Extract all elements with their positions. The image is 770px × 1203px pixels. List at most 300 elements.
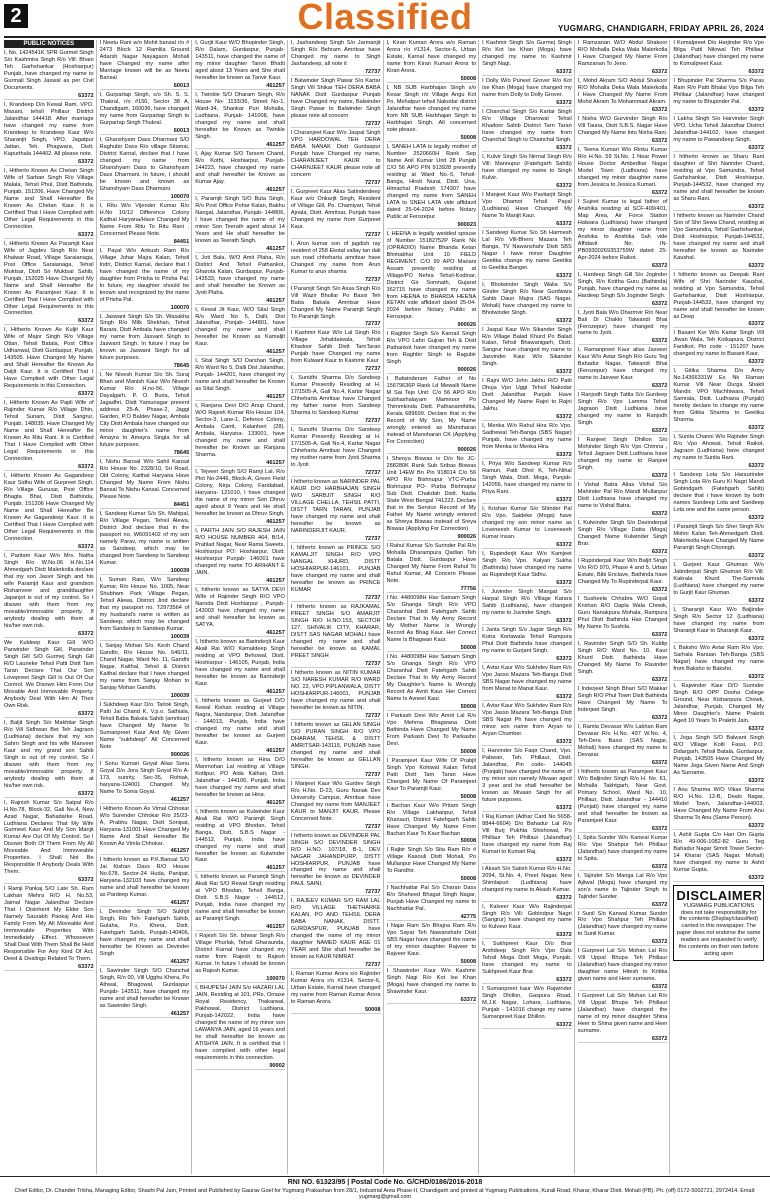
notice-text: I Paramjeet Kaur Wife Of Prabjit Singh Vpo Kohiwal Kalan Tehsil Patti Distt Tarn Taran Have Changed My Name Of Paramjeet Kaur To Paramjit Kaur. [386,757,477,792]
notice-text: I, hitherto known as Kulwinder Kaur Akali Rai W/O Paramjit Singh residing at VPO Bhodan, Tehsil Banga, Distt. S.B.S Nagar - 144512, Punjab, India have changed my name and shall hereafter be known as Kulwinder Kaur. [195,808,285,864]
notice-code: 461257 [100,797,190,804]
notice-text: I hitherto known as NITIN KUMAR S/O NARESH KUMAR R/O WARD NO. 22, VPO PIPLANWALA, DISTT HOSHIARPUR-146001, PUNJAB have changed my name and shall hereafter be known as NITIN. [290,669,381,711]
section-title: Classified [297,0,473,37]
notice-text: I, Ajay Kumar S/O Tarsem Chand, R/o Kothi, Hoshiarpur, Punjab-144223, have changed my name and shall hereafter be Known as Kumar Ajay. [195,150,285,185]
notice-code: 63372 [578,69,668,76]
notice-code: 63372 [578,549,668,556]
notice-text: I Jaspal Kaur W/o Sikander Singh R/o Village Balad Khurd Po Balad Kalan, Tehsil Bhawanigarh, Distt. Sangrur have changed my name to Jasvinder Kaur W/o Sikander Singh. [482,326,572,368]
notice-code: 461257 [195,519,285,526]
notice-text: I Chanchal Singh S/o Kartar Singh R/o Village Dharowal Tehsil Khadoor Sahib District Tarn Taran have changed my name from Chanchal Singh to Chainchal Singh. [482,108,572,143]
notice-code: 63372 [4,391,94,398]
notice-text: I Gurpreet Lal S/o Mohan Lal R/o Vill Uppal Bhupa Teh Phillaur (Jalandhar) have changed the name of my minor daughter Shina Heer to Shina given name and Heer surname. [577,993,668,1035]
disclaimer-box [673,885,764,962]
notice-text: I, Suman Rani, W/o Sandeep Kumar, R/o House No. 1005, Near Shubham Park Village Pegan, Tehsil Alewa, District Jind declare that my passport no. T2973564 of my husband's name is written as Sandeep, which may be changed from Sandeep to Sandeep Kumar. [99,577,190,632]
notice-code: 63372 [673,463,764,470]
notice-text: I No. 4480098H Hav Satnam Singh S/o Ghanga Singh R/o VPO Charanhal Distt Fatehgarh Sahib Declare That In My Army Record My Mother Name Is Wrongly Record As Bhag Kaur. Her Correct Name Is Bhagwan Kaur. [386,594,477,643]
notice-text: I, SANEH LATA is legally mother of Number 2520660H Rank Sep Name Anil Kumar Unit 28 Punjab C/O 56 APO PIN 913928 presently residing at Ward No.-5, Tehsil-Banga, Hindi Nurai, Distt. Una, Himachal Pradesh 174307 have changed my name from SANEH LATA to SNEH LATA vide affidavit dated 25-04-2024 before Notary Public at Ferozepur. [386,143,477,220]
notice-text: I, Paramjit Singh S/O Buta Singh, R/o Post Office Pohar Kalan, Bakhu Nangal, Jalandhar, Punjab- 144806, I have changed the name of my minor Son Teerath aged about 14 Years and He shall hereafter be known as Teerath Singh. [195,195,285,244]
notice-text: I hitherto known as Sharu Rani daughter of Shri Narinder Chand, residing at Vpo Samundra, Tehsil Garhshankar, Distt Hoshiarpur, Punjab-144532, have changed my name and shall hereafter be known as Sharu Rani. [673,153,764,202]
notice-code: 63372 [482,69,572,76]
notice-text: I, Hitherto Known As Chetan Singh Wife of Sarban Singh R/o Village Malala, Tehsil Phul, Distt Bathinda, Punjab, 151206. Have Changed My Name and Shall Hereafter Be Known As Chetan Kaur. It is Certified That I Have Complied with Other Legal Requirements in this Connection. [4,167,94,230]
notice-text: I Ranjeet Singh Dhillon S/o Mohinder Singh R/o Vpo Chimna , Tehsil Jagraon Distt Ludhiana have changed my name to Ranjeet Singh. [577,437,668,472]
notice-text: I, Sunidhi Sharma D/o Sandeep Kumar Presently Residing at H. 17/1505-A, Gali No.4, Kartar Nagar Chheharta Amritsar have Changed my mother name from Jyoti Sharma to Jyoti [290,427,381,469]
notice-text: I Rajni W/O John Jakhu R/O Patti Dhuja Vpo Uggi Tehsil Nakodar Distt Jalandhar Punjab Have Changed My Name Rajni to Rajni Jakhu. [482,378,572,413]
notice-text: I, Krandeep D/o Kewal Ram, VPO. Masani, tehsil Phillaur District Jalandhar 144418. After marriage have changed my name from Krandeep to Krandeep Kaur W/o Sharanjit Singh, VPO. Jagatpur Jattan, Teh. Phagwara, Distt. Kapurthala 144402. All please note. [4,101,94,157]
notice-text: I Ramzanan W/O Abdul Shakoor R/O Mohalla Deka Wala Malerkotla I Have Changed My Name From Ramzanan To Jeno. [577,40,668,67]
notice-text: I Rajbir Singh S/o Sita Ram R/o # Village Kasouli Distt Mohali, Po Mullanpur Have Changed My Name To Randhir. [386,847,477,875]
notice-text: I, BHUPESH JAIN S/o HAZARI LAL JAIN, Residing at 101, PRs, Omaxe Royal Residency, Thakarwal, Pakhowal, District Ludhiana, Punjab-142022, India have changed the name of my minor son LAWANYA JAIN, aged 16 years and he shall hereafter be known as ATISHYA JAIN. It is certified that I have complied with other legal requirements in this connection. [195,985,285,1062]
notice-text: I, Ravinder Singh S/O Sh. Kuldip Singh R/O Ward No. 10, Kaur Khurd Distt. Bathinda Have Changed My Name To Ravinder Singh. [577,640,668,675]
notice-code: 63372 [482,414,572,421]
notice-text: I Rupinderpal Kaur W/o Baljit Singh V/o R/O 970, Phase 4 and 5, Urban Estate, Bibi Enclave, Bathinda have Changed My To Rupinderpal Kaur. [577,558,668,586]
notice-code: 72737 [291,536,381,543]
notice-column [482,40,575,1174]
notice-text: I hitherto known as Narinder Chand Son of Shri Sewa Chand, residing at Vpo Samundra, Tehsil Garhshankar, Distt Hoshiarpur, Punjab-144532, have changed my name and shall hereafter be known as Narinder Kaushal. [673,212,764,261]
notice-code: 100070 [195,976,285,983]
notice-text: I, Teena Kumari W/o Rinku Kumar R/o H.No. 59 St.No. 1 Near Power House Doctor Ambedkar Nagar Model Town (Ludhiana) have changed my minor daughter name from Jessica to Jessica Kumari. [577,146,668,188]
notice-code: 63372 [673,321,764,328]
notice-text: I, Kulwinder Singh S/o Davinderpal Singh R/o Village Datta (Moga) Changed Name Kulwinder Singh Brar. [577,520,668,548]
notice-code: 63372 [4,93,94,100]
notice-text: I, Paritam Kaur W/o Mrs. Natha Singh R/o W.No.06 H.No.114 Ahmedgarh Distt Malerkotla declare that my son Jasvir Singh and his wife Paramjit Kaur and grandson Rishanveer and granddaughter Japanjot is out of my control. So I disown with them from my movable/immovable property. If anybody dealing with them at his/her own risk. [4,553,94,629]
notice-text: I, Baksho W/o Avtar Ram R/o Vpo. Sarhala Ranuan Teh-Banga (SBS Nagar) have changed my name from Baksho to Baksho. [673,644,764,672]
notice-code: 63372 [4,318,94,325]
notice-code: 63372 [578,826,668,833]
notice-code: 63372 [578,338,668,345]
notice-text: I, Sawinder Singh S/O Chanchal Singh, R/o 00, Vill Ugghu Khera, Po Athwal, Bhagowal, Gurdaspur Punjab- 143511, have changed my name and shall hereafter be Known as Sawinder Singh. [99,968,190,1010]
notice-column [387,40,480,1174]
notice-code: 77756 [387,586,477,593]
rni-line: RNI NO. 61323/95 | Postal Code No. G/CHD/0186/2016-2018 [287,1179,483,1186]
notice-text: I, Avtar Kaur W/o Sukhdev Ram R/o Vpo Jasso Mazara Teh-Banga Distt SBS Nagar Ph have changed my minor son name from Aryan to Aryan Chumber. [482,702,572,737]
notice-code: 84451 [100,239,190,246]
notice-code: 72737 [291,277,381,284]
notice-code: 50008 [291,1007,381,1014]
notice-code: 63372 [578,984,668,991]
notice-code: 63372 [482,183,572,190]
notice-code: 63372 [673,636,764,643]
notice-text: I hitherto known as GELAN SINGH S/O PURAN SINGH R/O VPO DHARAM, TEHSIL & DISTT AMRITSAR-143115, PUNJAB have changed my name and shall hereafter be known as GELLAN SINGH. [290,721,381,770]
notice-code: 63372 [578,107,668,114]
notice-code: 461257 [100,848,190,855]
notice-text: I, Krishan Kumar S/o Shinder Pal R/o Vpo. Saideke (Moga) have changed my son minor name as Loveneesh Kumar to Loveneesh Kumar Insan. [482,506,572,541]
notice-code: 72737 [291,180,381,187]
notice-text: I Ramji Pankaj S/O Late Sh. Ram Lakhan Mehra R/O H. No.53, Jaimal Nagar Jalandhar Declare That I Disinherit My Elder Son Namely Saurabh Pankaj And His Family From My All Moveable And Immoveable Properties With Immediately Effect. Whosoever Shall Deal With Them Shall Be Held Responsible For Any Kind Of Act, Deed & Dealings Related To Them. [4,886,94,963]
notice-text: I, Sandeep Kumar S/o Sh. Mahipal, R/o Village Pegan, Tehsil Alewa, District Jind declare that in the passport no. W6091402 of my son namely Parav, my name is written as Sandeep, which may be changed from Sandeep to Sandeep Kumar. [99,511,190,567]
notice-text: I, Jashandeep Singh S/o Jarmanjit Singh R/o Behram Amritsar have Changed my name to Singh Jashandeep, all note it [290,40,381,67]
public-notices-label: PUBLIC NOTICES [4,40,94,48]
imprint-line: Chief Editor, Dr. Chander Trikha, Managing Editor, Shashi Pal Jain, Printed and Published by Gaurav Goel for Yugmarg Prakashan from 28/1, Industrial Area Phase-II, Chandigarh and printed at Yugmarg Publications, Kurali Road, Kharar, Kharar Distt. Mohali (PB). Ph. (off) 0172-5002721, 2972414. Email: yugmarg@gmail.com [14,1188,756,1200]
notice-column [673,40,766,1174]
notice-text: I Manjeet Kaur W/o Gurdev Singh R/o H.No. D-23, Guru Nanak Dev University Campus, Amritsar have Changed my name from MANJEET KAUR to MANJIT KAUR. Please Concerned Note. [290,780,381,822]
notice-code: 63372 [673,674,764,681]
notice-text: I, Ritu W/o Vijender Kumar R/o H.No 10/12 Difference Colony Kaithal Haryana/Have Changed My Name From Ritu To Ritu Rani . Concerned Please Note. [99,202,190,237]
notice-code: 84451 [100,502,190,509]
notice-text: I, Ne Nivesh Kumar S/o Sh. Suraj Bhan and Manish Kaur W/o Nivesh Kumar R/o H.no-56, Village Dayalgarh, P. O. Buria, Tehsil Jagadhri, Distt Yamunagar present address 25-A, Phase-2, Jaggi Garden, P.O Baldev Nagar, Ambala City Distt Ambala have changed our minor daughter's name from Amayra to Amayra Singla for all future purposes. [99,372,190,449]
notice-code: 461257 [195,187,285,194]
notice-code: 72737 [291,232,381,239]
notice-text: I, Jyoti Bala W/o Dharmvir R/o Near Bali Di Chakki Talwandi Bhai (Ferozepur) have changed my name to Jyoti. [577,309,668,337]
notice-text: I Susheela Chhabra W/O Gopal Krishan R/O Dapla Wala Chowk, Guru Nanakpura Mohala, Rampura Phul Distt Bathinda Has Changed My Name To Sushila. [577,596,668,630]
notice-text: I, Gurjeet Kaur Ghuman W/o Jatinderpal Singh Ghuman R/o Vill: Kakrala Khurd The-Samrala (Ludhiana) have changed my name to Gurjit Kaur Ghuman. [673,562,764,597]
notice-text: I, hitherto known as PRINCE S/O KAMALJIT SINGH R/O VPO NANGAL KHURD, DISTT HOSHIARPUR-146101, PUNJAB have changed my name and shall hereafter be known as PRINCE KUMAR [290,545,381,593]
notice-code: 63372 [578,511,668,518]
notice-code: 72737 [291,366,381,373]
notice-code: 63372 [482,273,572,280]
notice-code: 63372 [4,711,94,718]
notice-text: I Paramjit Singh S/o Sher Singh R/o Mohni Kalan Teh-Ahmedgarh Distt. Malerkotla Have Changed My Name Paramjit Singh Chonngh. [673,524,764,552]
notice-text: I, Tajinder S/o Manga Lal R/o Vpo Ajitwal (Moga) have changed my son's name to Tajinder Singh to Tajinder Sunder. [577,872,668,900]
notice-code: 63372 [482,100,572,107]
notice-text: I, Joti Bala, W/O Amit Plaha, R/o District And Tehsil Pathankot, Gharota Kalan, Gurdaspur, Punjab-143533, have changed my name and shall hereafter be Known as Jyoti Plaha. [195,254,285,296]
notice-code: 63372 [482,857,572,864]
notice-text: I, Baljit Singh S/o Makhtiar Singh R/o Vill Sidhwan Bet Teh Jagraon (Ludhiana) declare that my son Sahrn Singh and his wife Manveer Kaur and my grand son Sahib Singh is out of my control. So I disown with them from my movable/immovable property. If anybody dealing with them at his/her own risk. [4,719,94,789]
notice-code: 72737 [291,824,381,831]
notice-text: I, Jaswant Singh S/o Sh. Wasakha Singh R/o Milk Shekhan, Tehsil Barara, Distt Ambala have changed my name from Jasvant Singh to Jaswant Singh. In future I may be known as Jaswant Singh for all future purposes. [99,313,190,362]
notice-text: I, Bholwinder Singh Walia S/o Ginder Singh R/o Near Gurdwara Sahib Daun Majra (SAS Nagar, Mohali) have changed my name to Bholwinder Singh. [482,281,572,316]
dateline: YUGMARG, CHANDIGARH, FRIDAY APRIL 26, 2024 [558,24,764,33]
notice-text: I Neetu Rani w/o Mohit bansal r/o # 2473 Block 12 Ramlila Ground Adarsh Nagar Nayagaon Mohali have Changed my name after Marriage known will be as Neetu Bansal [99,40,190,81]
notice-code: 900023 [387,222,477,229]
notice-text: I, Hitherto Known As Gagandeep Kaur Sidhu Wife of Gurpreet Singh, R/o Village Gurusar, Post Office Bhagta Bhai, Distt Bathinda, Punjab, 151206 Have Changed My Name and Shall Hereafter Be Known As Gagandeep Kaur. It is Certified That I Have Complied with Other Legal Requirements in this Connection. [4,473,94,543]
notice-code: 63372 [673,875,764,882]
notice-text: I, Arun kumar son of jagdish ray resident of 258 Ekotal vallay tan dali sun road chheharta amritsar have Changed my name from Arun Kumar to arun sharma [290,240,381,275]
notice-code: 72737 [291,889,381,896]
notice-text: I, PARTH JAIN S/O RAJESH JAIN R/O HOUSE NUMBER 464, B/14, Prahlad Nagar, Near Rama Sweets, Hoshiarpur PO: Hoshiarpur, Distt: Hoshiarpur Punjab- 146001 have changed my name TO ARIHANT E JAIN. [195,528,285,577]
notice-text: I, Rupinderjit Kaur W/o Kamjeet Singh R/o Vpo. Kalyan Sukha (Bathinda) have changed my name as Rupinderjit Kaur Sidhu. [482,551,572,579]
notice-text: I, Spita Sunder W/o Kanwal Kumar R/o Vpo Shahpur Teh Phillaur (Jalandhar) have changed my name to Spita. [577,834,668,862]
notice-text: I Balwinder Singh Pawar S/o Kartar Singh Vill Shikar TEH DERA BABA NANAK Distt Gurdaspur Punjab have Changed my name, Balwinder Singh Pawar to Balwinder Singh please note all concern [290,77,381,119]
notice-column [100,40,193,1174]
notice-text: I Bhupinder Pal Sharma S/o Paras Ram R/o Patti Bhalai Vpo Bilga Teh Phillaur (Jalandhar) have changed my name to Bhupinder Pal. [673,77,764,105]
notice-code: 63372 [578,939,668,946]
notice-code: 63372 [673,263,764,270]
notice-code: 63372 [4,877,94,884]
notice-text: I, Kiran Kumari Arora w/o Raman Arora r/o #1314, Sector-6, Urban Estate, Karnal have changed my name from Kiran Kumari Arora to Kiran Arora. [386,40,477,74]
notice-text: I Anu Sharma W/O Vikas Sharma R/O H.No. 12-B, Deals Nagar, Model Town, Jalandhar-144003, Have Changed My Name From Anu Sharma To Anu (Same Person). [673,786,764,821]
notice-code: 63372 [482,542,572,549]
notice-code: 72737 [291,713,381,720]
notice-code: 63372 [482,1022,572,1029]
notice-code: 461257 [100,959,190,966]
notice-code: 63372 [673,425,764,432]
notice-code: 63372 [4,464,94,471]
notice-text: I, Raman Kumar Arora s/o Rajinder Kumar Arora r/o #1314, Sector-6, Urban Estate, Karnal have changed my name from Raman Kumar Arora to Raman Arora. [290,971,381,1006]
notice-text: I, Gurjit Kaur W/O Bhupinder Singh, R/o Dalam, Gurdaspur, Punjab-143511, have changed the name of my minor daughter Tanvir Bhatti aged about 13 Years and She shall hereafter be known as Tanvir Kaur. [195,40,285,81]
notice-code: 63372 [4,631,94,638]
notice-code: 900026 [387,367,477,374]
notice-code: 63372 [482,318,572,325]
notice-text: I Inderjeet Singh Bhari S/O Makkar Singh R/O Phul Town Distt Bathinda Have Changed My Name To Inderjeet Singh. [577,685,668,713]
notice-text: I, Menka W/o Rahul Hira R/o Vpo. Sadhewal Teh-Banga (SBS Nagar) Punjab, have changed my name from Menka to Menka Hira. [482,423,572,451]
notice-code: 63372 [482,739,572,746]
notice-code: 63372 [482,805,572,812]
notice-code: 63372 [673,359,764,366]
notice-column [291,40,384,1174]
notice-text: I, Hitherto Known As Papli Wife of Rajinder Kumar R/o Village Dhin, Tehsil Sunam, Distt Sangrur, Punjab, 148035. Have Changed My Name and Shall Hereafter Be Known As Ritu Rani. It is Certified That I Have Complied with Other Legal Requirements in this Connection. [4,400,94,463]
notice-text: I Manjeet Kaur W/o Pavitarjit Singh Vpo Dhamot Tehsil Payal (Ludhiana) Have Changed My Name To Manjit Kaur. [482,191,572,219]
notice-code: 461257 [100,900,190,907]
notice-text: I, Avtar Kaur W/o Sukhdev Ram R/o Vpo Jasso Mazara Teh-Banga Distt SBS Nagar have changed my name from Manat to Manat Kaur. [482,664,572,692]
notice-code: 900026 [100,752,190,759]
notice-text: I, Tejveer Singh S/O Ramji Lal, R/o Plot No-2446, Block-A, Green Field Colony, Nirja Colony, Faridabad, Haryana- 121010, I have changed the name of my minor Son Dhruv aged about 9 Years and He shall hereafter be known as Dhruv Singh. [195,469,285,518]
notice-code: 63372 [578,138,668,145]
notice-code: 63372 [578,587,668,594]
notice-code: 72737 [291,595,381,602]
disclaimer-text: YUGMARG PUBLICATIONS does not take responsibility for the contents (Display/classified) carried in this newspaper. The paper does not endorse the same readers are requested to verify the contents on their own before acting upon [676,902,761,958]
notice-code: 63372 [482,895,572,902]
notice-code: 63372 [578,428,668,435]
notice-text: I Nisha W/O Gurvinder Singh R/o Vill Tauna, Distt S.B.S. Nagar Have Changed My Name Into Nisha Rani. [577,115,668,136]
notice-text: I, Devinder Singh S/O Sukhjit Singh, R/o Teh- Fatehgarh Sahib, Gulaha, P.o. Khera, Distt. Fatehgarh Sahib, Punjab-140406, have changed my name and shall hereafter be Known as Devinder Singh [99,909,190,958]
notice-code: 72737 [291,962,381,969]
notice-code: 42775 [387,914,477,921]
notice-code: 461257 [195,800,285,807]
notice-code: 63372 [673,204,764,211]
notice-code: 461257 [195,349,285,356]
notice-text: I Paramjit Singh S/o Assa Singh R/o Vill Wazir Bhullar Po Bassi Teh Baba Bakala Amritsar Have Changed My Name Paramjit Singh To Paramjit Singh [290,285,381,320]
notice-text: I Rahul Kumar S/o Surinder Pal R/o Mohalla Dharampura Qadian Teh Batala Distt. Gurdaspur Have Changed My Name From Rahul To Rahul Kumar, All Concern Please Note. [386,543,477,584]
notice-text: I, Juvinder Singh Mangat S/o Harpal Singh R/o Village Karara Sahib (Ludhiana), have changed my name to Juvinder Singh. [482,589,572,617]
notice-text: I hitherto known as P.K.Bansal S/O Jai Kishan Dass R/O House No.678, Sector-24 Huda, Panipat, Haryana-132103 have changed my name and shall hereafter be known as Pardeep Kumar. [99,857,190,899]
notice-text: I, Hitherto Known As Paramjit Kaur Wife of Jagdev Singh R/o Near Khalwar Road, Village Saraianaga, Post Office Saraianaga, Tehsil Muktsar, Distt Sri Muktsar Sahib, Punjab, 152025 Have Changed My Name and Shall Hereafter Be Known As Paramjeet Kaur. It is Certified That I Have Complied with Other Legal Requirements in this Connection. [4,240,94,317]
notice-text: I Sheoya Biswas is D/o No JC-288280K Rank Sub Sribas Biswas Unit 14EW Bn Pin 918014 C/o 56 APO R/o Bishnupur VTC-Purba Bishnupur PO- Purba Bishnupur Sub Distt. Chakdah Distt. Nadia State West Bengal 741223. Declare that in the Service Record of My Father My Name wrongly entered as Shreya Biswas instead of Sreya Biswas (Applying For Correction) [386,456,477,533]
notice-code: 461257 [195,298,285,305]
notice-code: 50008 [387,704,477,711]
notice-text: I, hitherto known as Gurjeet D/O Kewal Kishan residing at Village Nagra, Nandanpur, Distt. Jalandhar - 144013, Punjab, India have changed my name and shall hereafter be known as Gurjeet Kaur. [195,697,285,746]
notice-code: 63372 [578,632,668,639]
notice-text: I Nachhattar Pal S/o Charan Dass R/o Shaheed Bhagat Singh Nagar, Punjab Have Changed my name to Nachhattar Pal. [386,885,477,913]
notice-text: I, Sunidhi Sharma D/o Sandeep Kumar Presently Residing at H. 17/1505-A, Gali No.4, Kartar Nagar Chheharta Amritsar have Changed my father name from Sandeep Sharma to Sandeep Kumar [290,375,381,417]
notice-text: I Basant Kur W/o Kartar Singh Vill Jiwan Wala, Teh Kotkapura, District Faridkot, Pin code - 151207 have changed my name to Basant Kaur. [673,330,764,358]
notice-text: I, Twinkle S/O Dharam Singh, R/o House No- 1133/36, Street No-1, Ward-34, Shankar Puri Mohalla, Ludhiana, Punjab- 141008, have changed my name and shall hereafter be Known as Twinkle Singh. [195,91,285,140]
notice-code: 461257 [195,924,285,931]
notice-code: 63372 [578,473,668,480]
header-rule [4,36,766,38]
notice-text: I, Ranjana Devi D/O Anup Chand, W/O Rajesh Kumar R/o House 104, Sector-3, Lane-1, Defence Colony, Ambala Cantt, Kalanheri (28), Ambala, Haryana- 133001, have changed my name and shall hereafter be Known as Ranjana Sharma. [195,403,285,459]
notice-code: 63372 [673,145,764,152]
notice-text: I Gurpreet Lal S/o Mohan Lal R/o Vill Uppal Bhupa Teh Phillaur (Jalandhar) have changed my minor daughter name Hitesh to Kritika given name and Heer surname. [577,948,668,983]
notice-code: 72737 [291,661,381,668]
notice-code: 63372 [578,1036,668,1043]
notice-text: I Sumanpreet kaur W/o Rajwinder Singh Dhillon, Gaspura Road, M.J.K Nagar, Lohara, Ludhiana, Punjab - 141016 change my name Sumanpreet Kaur Dhillon. [482,986,572,1021]
notice-code: 50008 [387,876,477,883]
notice-code: 63372 [578,864,668,871]
notice-code: 63372 [673,69,764,76]
notice-code: 50008 [387,76,477,83]
notice-code: 72737 [291,321,381,328]
notice-text: I, hitherto known as Hina D/O Manmohan Lal residing at Village Kotlipur, PO Aida Kalhan, Distt. Jalandhar - 144106, Punjab, India have changed my name and shall hereafter be known as Hina. [195,756,285,798]
notice-code: 72737 [291,69,381,76]
notice-code: 461257 [195,246,285,253]
notice-code: 461257 [195,689,285,696]
notice-text: I Ranjodh Singh Tattla S/o Gurdeep Singh R/o Vpo Lamma Tehsil Jagraon Distt Ludhiana have changed my name to Ranjodh Singh. [577,392,668,427]
notice-code: 63372 [4,544,94,551]
disclaimer-title: DISCLAIMER [676,887,763,903]
footer [0,1176,770,1203]
notice-code: 461257 [195,748,285,755]
notice-code: 100039 [100,568,190,575]
notice-text: I, Ramla Devasar W/o Lakhan Ram Devasar R/o H.No. 497 W.No. 4, Teh-Dera Bassi (SAS Nagar, Mohali) have changed my name to Devasar. [577,723,668,758]
notice-code: 63372 [482,221,572,228]
notice-code: 63372 [4,232,94,239]
notice-text: I Charanjeet Kaur W/o Jaspal Singh VPO HARDOWAL TEH DERA BABA NANAK Distt Gurdaspur Punjab have Changed my name, CHARANJEET KAUR to CHARNJEET KAUR please note all concern [290,129,381,178]
notice-code: 50008 [387,838,477,845]
notice-text: I, Sunita Channi W/o Rajinder Singh R/o Vpo Ahowal, Tehsil Raikot, Jagraon (Ludhiana) have changed my name to Sunita Rani. [673,434,764,462]
notice-text: I hitherto known as Deepak Rani Wife of Shri Narinder Kaushal, residing at Vpo Samundra, Tehsil Garhshankar, Distt Hoshiarpur, Punjab-144532, have changed my name and shall hereafter be known as Deep [673,271,764,320]
notice-code: 461257 [195,630,285,637]
notice-text: I Lakha Singh S/o Harvinder Singh VPO. Ucha Tehsil Jalandhar District Jalandhar-144102, have changed my name to Pawandeep Singh. [673,115,764,143]
notice-code: 63372 [387,997,477,1004]
notice-text: I, Mohd Akram S/O Abdul Shakoor R/O Mohalla Deka Wala Malerkotla I Have Changed My Name From Mohd Akram To Mohammad Akram. [577,77,668,105]
notice-text: I No. 4480098H Hav Satnam Singh S/o Ghanga Singh R/o VPO Charanhal Distt Fatehgarh Sahib Declare That In My Army Record My Daughter's Name Is Wrongly Record As Avnit Kaur. Her Correct Name Is Avneet Kaur. [386,653,477,702]
notice-code: 50008 [387,135,477,142]
notice-code: 50008 [387,959,477,966]
notice-text: We Kuldeep Kaur Gill W/O Parwinder Singh Gill, Parwinder Singh Gill S/O Gurmej Singh Gill R/O Launeke Tehsil Patti Distt Tarn Taran Declare That Our Son Lovepreet Singh Gill Is Out Of Our Control. We Disown Him From Our Movable And Immovable Property. Anybody Deal With Him At Their Own Risk. [4,639,94,709]
notice-code: 90002 [195,1063,285,1070]
notice-code: 63372 [673,515,764,522]
notice-text: I, Sanjay Mohan S/o. Kesh Chand Gandhi, R/o House No. 646/11, Chand Nagar, Ward No. 11, Gandhi Nagar, Kaithal, Tehsil & District Kaithal declare that I have changed my name from Sanjay Mohan to Sanjay Mohan Gandhi. [99,642,190,691]
notice-text: I Akash S/o Satish Kumar R/o H.No. 2094, St.No. 4, Preet Nagar, New Shimlapuri (Ludhiana) have changed my name to Akash Kumar. [482,865,572,893]
notice-code: 60013 [100,83,190,90]
notice-text: I Sujeet Kumar is legal father of Anshika residing at SCF-409/401, Map Area, Air Force Station Halwara (Ludhiana) have changed my minor daughter name from Anshika to Anshika Sah vide Affidavit No. IN-PB09300269353759W dated 25-Apr-2024 before Raikot. [577,198,668,261]
notice-text: I, Hitherto Known As Kuljit Kaur Wife of Major Singh R/o Village Otian, Tehsil Batala, Post Office Udhanwal, Distt Gurdaspur, Punjab, 143505. Have Changed My Name and Shall Hereafter Be Known As Daljit Kaur. It is Certified That I Have Complied with Other Legal Requirements in this Connection. [4,327,94,390]
notice-code: 461257 [195,142,285,149]
notice-code: 63372 [673,778,764,785]
notice-text: I Shawinder Kaur W/o Kashmir Singh Nagi R/o Kot Ise Khan (Moga) have changed my name to Shawinder Kaur. [386,968,477,996]
notice-code: 900026 [387,447,477,454]
notice-code: 100039 [100,693,190,700]
notice-text: I Sunil S/o Kanwal Kumar Sunder R/o Vpo Shahpur Teh Phillaur (Jalandhar) have changed my name to Sunil Kumar. [577,910,668,938]
notice-code: 63372 [578,190,668,197]
notice-text: I, Hardeep Singh Gill S/o Joginder Singh, R/o Kottha Guru (Bathinda) Punjab, have changed my name as Hardeep Singh S/o Joginder Singh. [577,271,668,299]
notice-text: I, Sharanjit Kaur W/o Baljinder Singh R/o Sector 12 (Ludhiana) have changed my name from Sharanjit Kaur to Sharanjit Kaur. [673,607,764,634]
notice-column [195,40,288,1174]
notice-text: I, Harvinder S/o Faqir Chand, Vpo. Pabwan, Teh. Phillaur, Distt. Jalandhar, Pin code- 144045 (Punjab) have changed the name of my minor son namely Mivaan aged 3 year and he shall hereafter be known as Mivaan Singh for all future purposes. [482,747,572,803]
notice-text: I, hitherto known as SATYA DEVI Wife of Rajinder Singh R/O VPO Naroda Distt Hoshiarpur , Punjab-143003 have changed my name and shall hereafter be known as SATYA. [195,587,285,628]
notice-text: I, RAJEEV KUMAR S/O RAM LAL R/O VILLAGE THETHARKE KALAN, PO AND TEHSIL DERA BABA NANAK, DISTT. GURDASPUR, PUNJAB have changed the name of my minor daughter NAMED KAUR AGE 01 YEAR and She shall hereafter be known as KAUR NIMRAT [290,898,381,961]
notice-text: I, Rajwinder Kaur D/O Surinder Singh R/O OPP Dooha College Ground, Near Kishanpura Chowk, Jalandhar, Punjab, Changed My Minor Daughter's Name Prakriti Aged 10 Years To Prakriti Jain. [673,682,764,724]
notice-text: I, Kulvir Singh S/o Nirmal Singh R/o Vill: Mannupur (Fatehgarh Sahib) have changed my name to Singh Kulvir. [482,153,572,181]
notice-text: I, HEENA is legally wedded spouse of Number 15182752P Rank Nk (OPRADIO) Name Bhanda Ketan Bhimabhai Unit 10 FIELD REGIMENT. C/O 99 APO Mariani Assam presently residing at Village/PO Nehra Tehsil-Kodinar, District Gir Somnath, Gujarat 362715 have changed my name from HEENA to BHARDA HEENA KETAN vide affidavit dated 25-04-2024 before Notary Public at Ferozepur. [386,230,477,321]
notice-text: I, Payal W/o Ankush Ram R/o Village Johar Majra Kalan, Tehsil Indri, District Karnal, declare that I have changed the name of my daughter from Prisha to Prisha Pal. In future, my daughter should be known and recognized by the name of Prisha Pal. [99,247,190,303]
notice-code: 63372 [673,107,764,114]
notice-code: 63372 [578,760,668,767]
notice-text: I Hitherto Known As Vimal Chhokar W/o Surender Chhokar R/o 25/23-A, Prabhu Nagar, Distt Sonipat, Haryana-131001 Have Changed My Name And Shall Hereafter Be Known As Vimla Chhokar. [99,805,190,847]
notice-text: I, Rajnish Kumar S/o Satpal R/o H.No.78, Block-32, Gali No.4, New Azad Nagar, Bahadarke Road, Ludhiana Declares That My Wife Gurmeet Kaur And My Son Manjit Kumar Are Out Of My Control. So I Disown Both Of Them From My All Moveable And Immoveable Properties. I Shall Not Be Responsible If Anybody Deals With Them. [4,799,94,876]
notice-code: 63372 [578,715,668,722]
notice-code: 461257 [195,83,285,90]
notice-code: 63372 [482,497,572,504]
notice-code: 461257 [195,865,285,872]
notice-text: I hitherto known as RAJKAMAL PREET SINGH S/O AMARJIT SINGH R/O H.NO.153, SECTOR 127, SHIVALIK CITY, KHARAR, DISTT SAS NAGAR MOHALI have changed my name and shall hereafter be known as KAMAL PREET SINGH [290,603,381,659]
notice-code: 63372 [482,932,572,939]
notice-code: 461257 [195,460,285,467]
notice-code: 461257 [195,394,285,401]
notice-code: 900026 [387,534,477,541]
notice-text: I Sukhdeep Kaur D/o. Tarlok Singh, Patti Jai Chand K, V.p.o. Sathiala, Tehsil Baba Bakala Sahib (amritsar) have Changed My Name To Sumanpreet Kaur And My Given Name "sukhdeep" All Concerned Note [99,701,190,750]
notice-text: I Raghbir Singh S/o Karnail Singh R/o VPO Lahri Gujran Teh & Distt Pathankot have changed my name from Raghbir Singh to Ragubir Singh [386,331,477,366]
notice-text: I Bachan Kaur W/o Pritam Singh R/o Village Lakhanpur, Tehsil Khanauri, District Fatehgarh Sahib Have Changed My Name From Bachan Kaur To Kaur Bachan [386,802,477,837]
notice-code: 461257 [100,1011,190,1018]
notice-text: I, Joga Singh S/O Balwant Singh R/O Village Kotli Fassi, P.O. Didargarh, Tehsil Batala, Gurdaspur, Punjab, 143505 Have Changed My Name Joga Given Name And Singh As Surname. [673,734,764,776]
masthead [0,0,770,36]
notice-code: 63372 [673,553,764,560]
notice-code: 63372 [482,618,572,625]
notice-text: I Sandeep Kumar S/o Sh Harmesh Lal R/o Vill-Bhero Mazara Teh Banga, TV Nawanshahr Distt SBS Nagar I have minor Daughter Geetika change my name Geetika to Geetika Banger. [482,229,572,271]
notice-text: I, Kewal Jit Kaur, W/O Sital Singh R/o Ward No 5, Dalli, Dist Jalandhar, Punjab- 144801, have changed my name and shall hereafter be Known as Kamaljit Kaur. [195,306,285,348]
notice-text: I Balwinderam Father of No 15679636P Rank Ld Mewalli Name M Sai Tejo Unit: C/o 56 APO R/o Subhashalayam Mamnoor Po Thimmkinda Distt. Pathanamthitta, Kerala 689699. Declare that in the Record of My Son, My Name wrongly entered as Manoharan instead of Manoharan CK (Applying For Correction) [386,376,477,446]
notice-code: 100070 [100,194,190,201]
notice-code: 63372 [578,383,668,390]
notice-code: 72737 [291,121,381,128]
notice-text: I Sandeep Lota S/o Harsurinder Singh Lota R/o Guru Ki Nagri Mandi Gobindgarh (Fatehgarh Sahib) declare that i have known by both names Sundeep Lota and Sandeep Lota one and the same person. [673,472,764,514]
notice-code: 63372 [482,977,572,984]
notice-code: 50008 [387,794,477,801]
notice-text: I, NB SUB Harbhajan Singh s/o Kesar Singh r/o Village Angu Kot Po. Mehatpur tehsil Nakodar district Jalandhar have changed my name from NB SUB Harbhajan Singh to Harbhajan Singh. All concerned note please. [386,84,477,133]
notice-code: 72737 [291,418,381,425]
notice-text: I, hitherto known as Barinderjit Kaur Akali Rai W/O Kamaldeep Singh residing at VPO Behowal, Distt. Hoshiarpur - 146105, Punjab, India have changed my name and shall hereafter be known as Barinderjit Kaur. [195,638,285,687]
notice-code: 63372 [4,159,94,166]
notice-code: 63372 [673,823,764,830]
notice-text: I hitherto known as Paramjeet Kaur W/o Baljinder Singh R/o H. No. 61, Mohalla Takhtgarh, Near Govt. Primary School, Ward No. 10, Phillaur, Distt. Jalandhar - 144410 (Punjab) have changed my name and shall hereafter be known as Paramjeet Kaur. [577,768,668,824]
notice-code: 63372 [673,598,764,605]
notice-text: I Raj Kumari (Adhar Card No 5658-8844-6604) D/o Bahadur Lal R/o Vill Burj Pukhta Shishowal, Po Phillaur Teh Phillaur (Jalandhar) have changed my name from Raj Kumari to Kumari Raj. [482,813,572,855]
notice-code: 63372 [482,656,572,663]
notice-code: 50008 [387,645,477,652]
notice-code: 63372 [578,263,668,270]
notice-text: I, Ghanshyam Dass Dharmani S/O Raghubir Dass R/o village Sitamai, District Karnal, declare that I have changed my name from Ghanshyam Dass to Ghanshyam Dass Dharmani. In future, I should be known and known as Ghanshyam Dass Dharmani. [99,136,190,192]
notice-code: 78645 [100,363,190,370]
notice-code: 63372 [578,902,668,909]
notice-text: I, Gurpreet Kaur Alias Satinderdeep Kaur w/o Onkarjit Singh, Resident of Village Gill, Po. Chamiyari, Tehsil Ajnala, Distt. Amritsar, Punjab have Changed my name from Gurpreet Kaur. [290,188,381,230]
notice-code: 72737 [291,470,381,477]
notice-text: I, Priya W/o Sandeep Kumar R/o Ramun, Patti Dhol K, Teh-Nihal Singh Wala, Distt. Moga, Punjab-142056, have changed my name to Priya Rani. [482,461,572,496]
notice-text: I, hitherto known as Paramjit Singh Akali Rai S/O Rewal Singh residing at VPO Bhodan, Tehsil Banga, Distt. S.B.S Nagar - 144512, Punjab, India have changed my name and shall hereafter be known as Paramjit Singh. [195,874,285,923]
notice-text: I hitherto known as NARINDER PAL KAUR D/O HARBHAJAN SINGH W/O SARBJIT SINGH R/O VILLAGE CHELLA, TEHSIL PATTI, DISTT TARN TARAN, PUNJAB have changed my name and shall hereafter be known as NARINDERJIT KAUR. [290,479,381,535]
notice-code: 78645 [100,450,190,457]
notice-code: 63372 [673,726,764,733]
notice-text: I Janta Singh S/o Jagsir Singh R/o Kotra Koriawala Tehsil Rampura Phul Distt Bathinda have changed my name to Gurjant Singh. [482,627,572,654]
classified-columns [4,40,766,1174]
notice-text: I Kashmir Kaur W/o Lal Singh R/o Village Johaldaiwala, Tehsil Khadoor Sahib Distt TarnTaran Punjab have Changed my name from Kulwant Kaur to Kashmir Kaur [290,330,381,365]
notice-code: 50008 [387,749,477,756]
notice-code: 72737 [291,772,381,779]
notice-text: I Sonu Kumari Goyal Alias Sonu Goyal D/o Jora Singh Goyal R/o A-173, sunrity, Sec-35, Rohtak, haryana-124001 Changed My Name To Sonia Goyal. [99,760,190,795]
notice-code: 900026 [387,322,477,329]
notice-code: 63372 [482,145,572,152]
notice-text: I, No. 1424541K SPR Gurmel Singh S/o Kashmira Singh R/o Vill: Bhani Teh Garhshankar (Hoshiarpur) Punjab, have changed my name to Gurmail Singh Jaswal as per Civil Documents. [4,50,94,91]
notice-text: I, Gurpartap Singh, s/o Sh. S. S. Thakral, r/o #150, Sector 38 A, Chandigarh, 160036, have changed my name from Gurpartap Singh to Gurpartap Singh Thukral. [99,91,190,126]
notice-text: I Parkash Devi W/o Amrit Lal R/o Vpo Mehma Bhagwana Distt Bathinda Have Changed My Name From Parkash Devi To Parkasho Devi. [386,712,477,747]
notice-code: 63372 [482,580,572,587]
notice-text: I, Gitika Sharma D/o Army No.14366331W Ex Nk Raman Kumar Vill Near Durga Shakti Mandir, VPO Machhiwara, Tehsil Samrala, Distt. Ludhiana (Punjab) hereby declare to change my name from Gitika Sharma to Geetika Sharma. [673,368,764,424]
notice-code: 100039 [100,634,190,641]
notice-code: 63372 [4,791,94,798]
notice-column [578,40,671,1174]
notice-text: I hitherto known as DEVINDER PAL SINGH S/O DEVINDER SINGH R/O H.NO. 107/18, B-1, DEV NAGAR JAHANDPURP, DISTT HOSHIARPUR, PUNJAB have changed my name and shall hereafter be known as DEVINDER PAUL SAINI. [290,832,381,888]
notice-code: 60013 [100,128,190,135]
notice-text: I, Ramanpreet Kaur alias Jasveer Kaur W/o Avtar Singh R/o Guru Teg Bahadur Nagar, Talwandi Bhai (Ferozepur) have changed my name to Jasveer Kaur. [577,347,668,382]
notice-text: I, Sital Singh S/O Darshan Singh, R/o Ward No 5, Dalli Dist Jalandhar, Punjab- 144201, have changed my name and shall hereafter be Known as Sital Singh. [195,358,285,393]
notice-text: I Vishal Batra Alias Vishal S/o Mahinder Pal R/o Mandi Mullanpur Distt Ludhiana have changed my name to Vishal Batra. [577,482,668,510]
notice-code: 63372 [482,694,572,701]
notice-text: I, Ashit Gupta C/o Hari Om Gupta R/o 49-006-1082-82 Guru Teg Bahadur Nagar Simrit Tower Sector-14 Kharar (SAS Nagar, Mohali) have changed my name to Ashit Kumar Gupta. [673,831,764,873]
notice-text: I, Kalveer Kaur W/o Rajinderpal Singh R/o Vill: Gobindpur Nagri (Sangrur) have changed my name to Kulveer Kaur. [482,903,572,931]
notice-code: 461257 [195,578,285,585]
notice-code: 63372 [578,301,668,308]
notice-text: I Najar Ram S/o Bhajna Ram R/o Vpo Sayar Teh Nawanshahr Distt SBS Nagar have changed the name of my minor daughter Rajveer to Rajveer Kaur. [386,923,477,958]
